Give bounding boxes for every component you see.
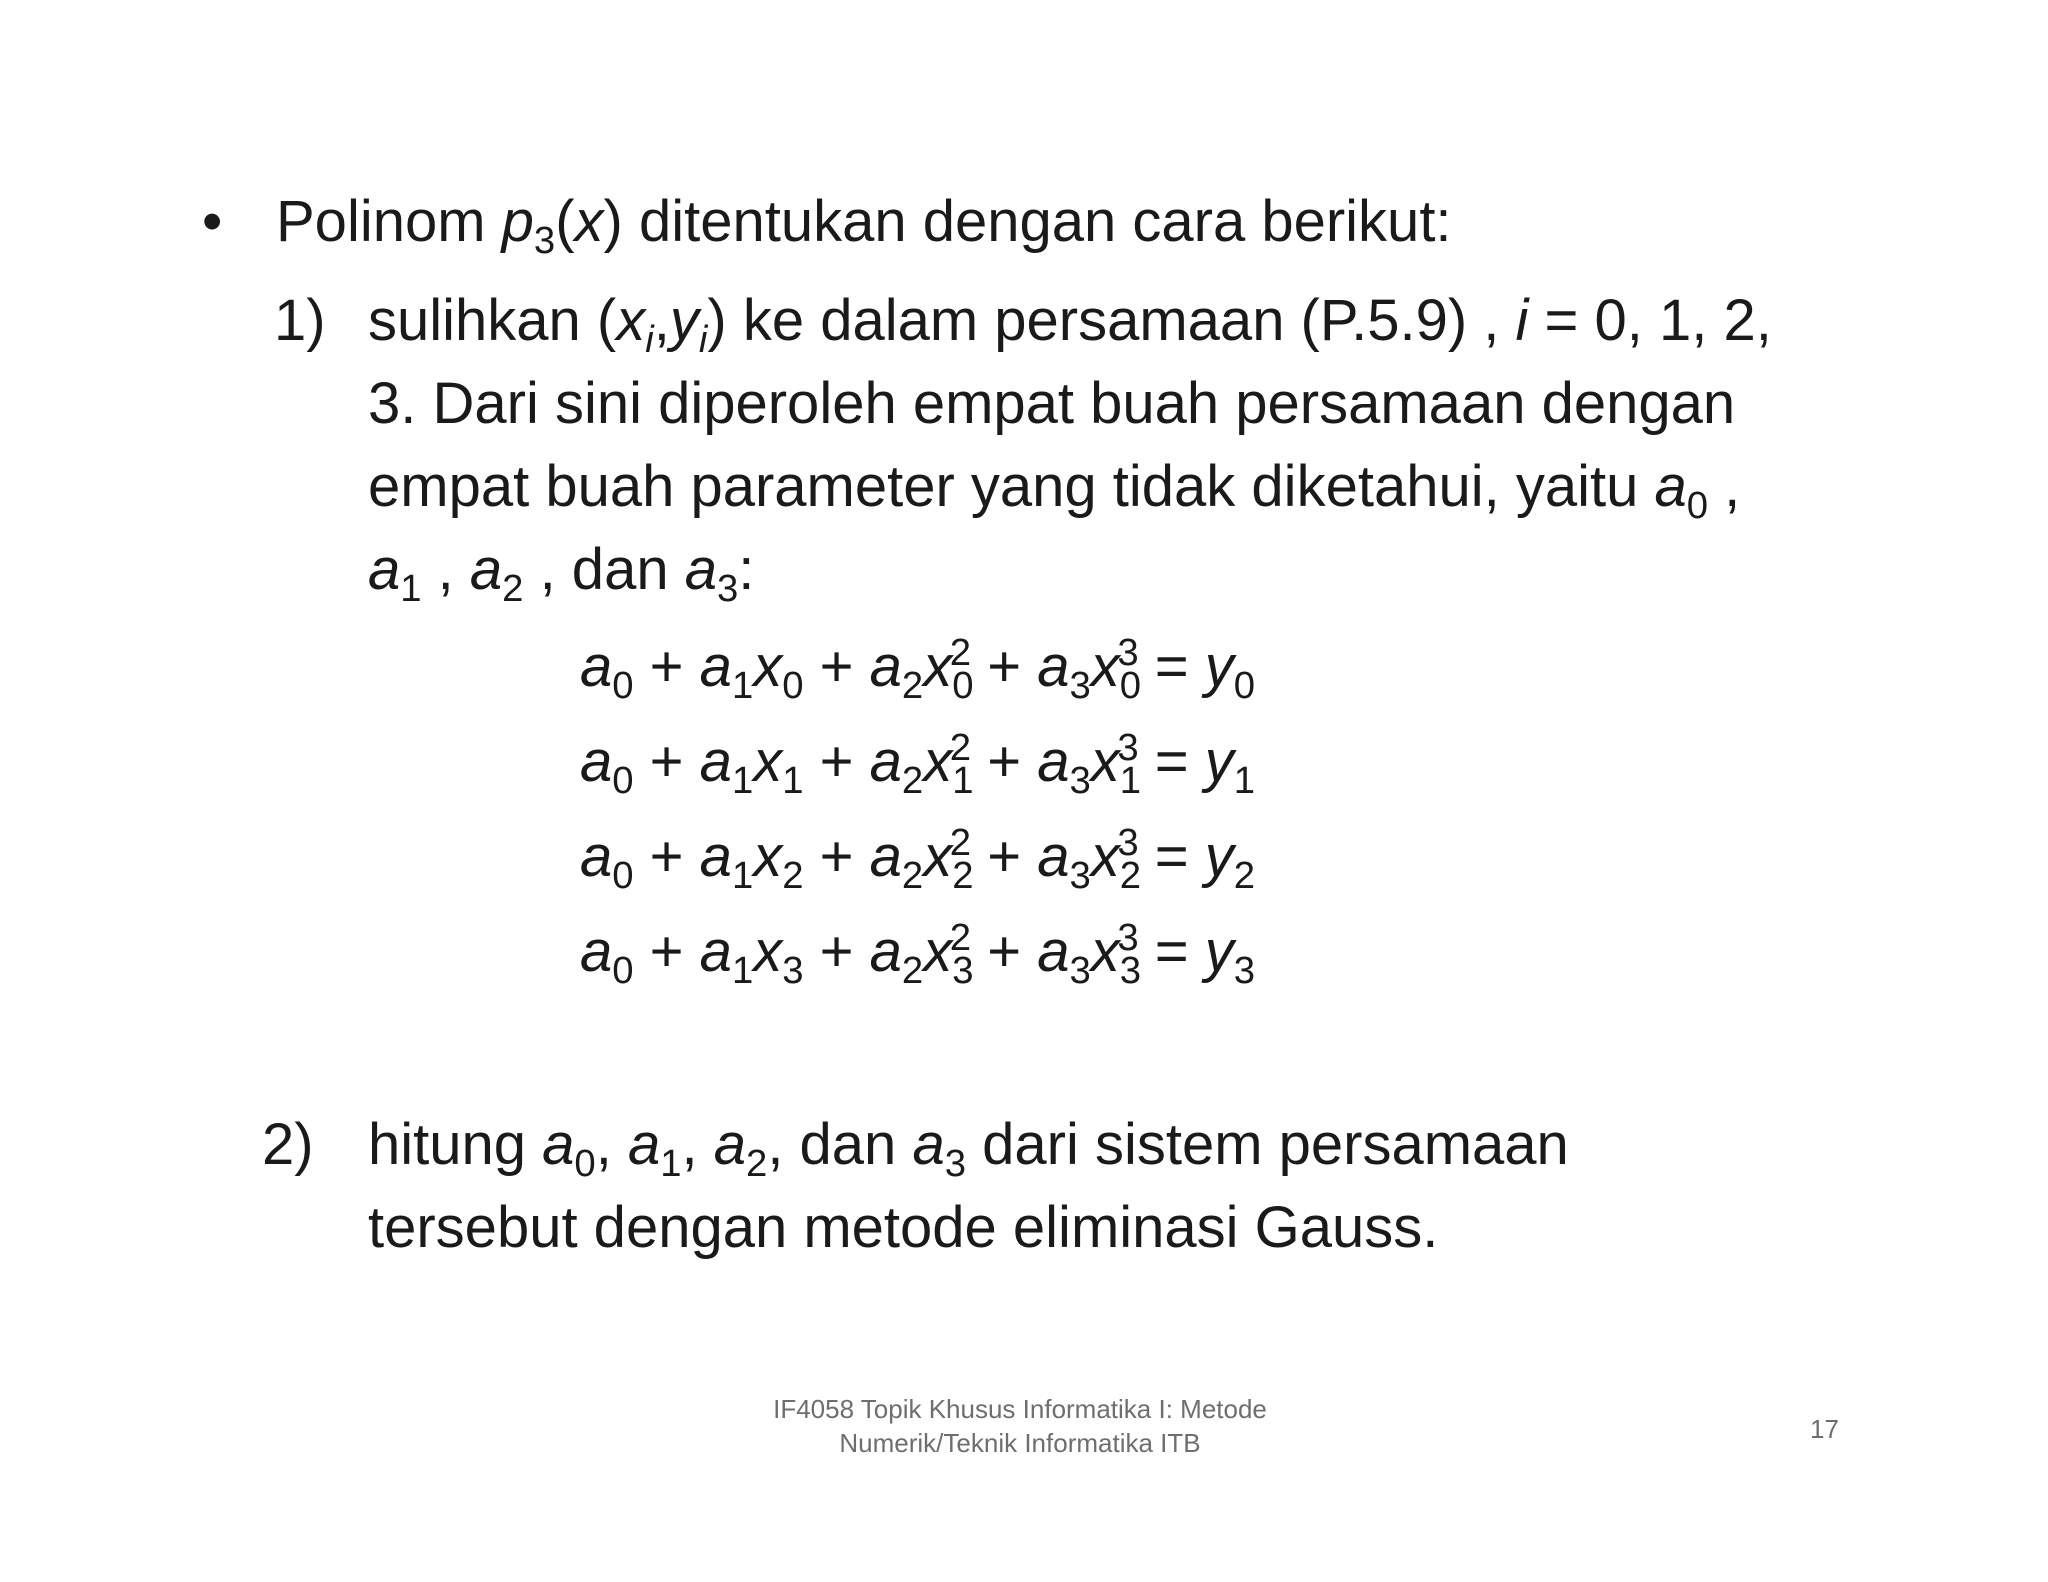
equation-part: 2 bbox=[949, 820, 972, 864]
equation-part: x bbox=[923, 634, 953, 699]
equation-part: x bbox=[923, 919, 953, 984]
equation-part: a bbox=[1037, 634, 1070, 699]
equation-part: + bbox=[971, 634, 1038, 699]
equation-part: 2 bbox=[901, 854, 924, 898]
equation-part: a bbox=[699, 634, 732, 699]
equation-part: 3 bbox=[1069, 664, 1091, 708]
equation-part: a bbox=[869, 634, 902, 699]
equation-part: a bbox=[1037, 729, 1070, 794]
equation-part: 3 bbox=[782, 949, 804, 993]
footer bbox=[680, 1392, 1360, 1460]
equation-part: a bbox=[580, 634, 613, 699]
equation-part: 1 bbox=[782, 759, 804, 803]
equation-part: a bbox=[699, 824, 732, 889]
equation-part: x bbox=[1090, 729, 1120, 794]
equation-part: 0 bbox=[612, 949, 634, 993]
equation-part: + bbox=[971, 824, 1038, 889]
equation-part: x bbox=[923, 729, 953, 794]
equation-part: 1 bbox=[1119, 759, 1142, 803]
equation-part: y bbox=[1204, 824, 1234, 889]
equation-part: 2 bbox=[901, 664, 924, 708]
page-number: 17 bbox=[1810, 1414, 1839, 1444]
equation-part: = bbox=[1138, 919, 1205, 984]
equation-part: = bbox=[1138, 824, 1205, 889]
equation-part: 0 bbox=[612, 854, 634, 898]
equation-part: 0 bbox=[612, 664, 634, 708]
equation-part: x bbox=[1090, 919, 1120, 984]
equation-part: 1 bbox=[731, 759, 754, 803]
equation-part: y bbox=[1204, 634, 1234, 699]
equation-part: a bbox=[580, 824, 613, 889]
intro-line: Polinom $p_3(x)$ ditentukan dengan cara berikut: bbox=[276, 189, 1452, 263]
equation-part: 0 bbox=[782, 664, 804, 708]
equation-part: x bbox=[1090, 634, 1120, 699]
equation-part: 2 bbox=[949, 630, 972, 674]
equation-part: a bbox=[580, 919, 613, 984]
footer-line-2: Numerik/Teknik Informatika ITB bbox=[839, 1428, 1201, 1458]
step-1-line-2: 3. Dari sini diperoleh empat buah persamaan dengan bbox=[368, 371, 1736, 436]
equation-part: x bbox=[1090, 824, 1120, 889]
equation-part: a bbox=[869, 919, 902, 984]
equation-part: 2 bbox=[901, 949, 924, 993]
step-2-number: 2) bbox=[262, 1112, 314, 1177]
equation-part: 3 bbox=[1069, 759, 1091, 803]
equation-row bbox=[580, 915, 1256, 993]
equation-part: + bbox=[633, 824, 700, 889]
bullet-icon: • bbox=[202, 189, 223, 254]
equation-part: 1 bbox=[1233, 759, 1256, 803]
step-1-number: 1) bbox=[274, 288, 326, 353]
step-2-line-2: tersebut dengan metode eliminasi Gauss. bbox=[368, 1195, 1439, 1260]
equation-part: a bbox=[699, 919, 732, 984]
equation-row bbox=[580, 630, 1256, 708]
equation-part: + bbox=[971, 729, 1038, 794]
equation-part: x bbox=[753, 729, 783, 794]
equation-part: 0 bbox=[952, 664, 974, 708]
equation-part: 3 bbox=[1233, 949, 1256, 993]
equation-part: a bbox=[1037, 824, 1070, 889]
equation-part: 2 bbox=[782, 854, 804, 898]
equation-part: 2 bbox=[949, 915, 972, 959]
equation-row bbox=[580, 820, 1256, 898]
equation-part: 3 bbox=[1117, 725, 1139, 769]
equation-part: x bbox=[923, 824, 953, 889]
equation-part: y bbox=[1204, 729, 1234, 794]
equation-part: 3 bbox=[952, 949, 974, 993]
equation-part: + bbox=[803, 634, 870, 699]
equation-part: a bbox=[869, 824, 902, 889]
equation-part: + bbox=[633, 634, 700, 699]
equation-part: + bbox=[633, 729, 700, 794]
step-1-line-4: $a_1$ , $a_2$ , dan $a_3$: bbox=[368, 537, 755, 611]
equation-part: + bbox=[803, 824, 870, 889]
equation-part: y bbox=[1204, 919, 1234, 984]
equation-part: a bbox=[869, 729, 902, 794]
equation-part: + bbox=[803, 919, 870, 984]
equation-part: 0 bbox=[1119, 664, 1142, 708]
equation-row bbox=[580, 725, 1256, 803]
equation-part: 2 bbox=[901, 759, 924, 803]
equation-part: 1 bbox=[731, 949, 754, 993]
equation-part: 0 bbox=[1233, 664, 1256, 708]
equation-part: a bbox=[699, 729, 732, 794]
equation-part: a bbox=[1037, 919, 1070, 984]
equation-part: 3 bbox=[1117, 820, 1139, 864]
footer-line-1: IF4058 Topik Khusus Informatika I: Metode bbox=[773, 1394, 1267, 1424]
equation-part: = bbox=[1138, 729, 1205, 794]
equation-part: x bbox=[753, 919, 783, 984]
equation-part: 0 bbox=[612, 759, 634, 803]
step-1-line-1: sulihkan $(x_i,y_i)$ ke dalam persamaan (P.5.9) , i = 0, 1, 2, bbox=[368, 288, 1772, 362]
equation-part: x bbox=[753, 634, 783, 699]
equation-part: 3 bbox=[1119, 949, 1142, 993]
step-1-line-3: empat buah parameter yang tidak diketahui, yaitu $a_0$ , bbox=[368, 454, 1741, 528]
equation-part: x bbox=[753, 824, 783, 889]
equation-part: 1 bbox=[731, 664, 754, 708]
equation-part: 2 bbox=[952, 854, 974, 898]
equation-part: 3 bbox=[1117, 630, 1139, 674]
equation-part: = bbox=[1138, 634, 1205, 699]
equation-part: 2 bbox=[949, 725, 972, 769]
step-2-line-1: hitung $a_0$, $a_1$, $a_2$, dan $a_3$ dari sistem persamaan bbox=[368, 1112, 1569, 1186]
equation-part: a bbox=[580, 729, 613, 794]
equation-part: + bbox=[971, 919, 1038, 984]
equation-part: 1 bbox=[731, 854, 754, 898]
equation-part: 3 bbox=[1069, 854, 1091, 898]
equation-part: 3 bbox=[1117, 915, 1139, 959]
equation-part: 3 bbox=[1069, 949, 1091, 993]
equation-part: + bbox=[803, 729, 870, 794]
equation-part: 2 bbox=[1233, 854, 1256, 898]
equation-part: + bbox=[633, 919, 700, 984]
equation-part: 1 bbox=[952, 759, 974, 803]
equation-part: 2 bbox=[1119, 854, 1142, 898]
